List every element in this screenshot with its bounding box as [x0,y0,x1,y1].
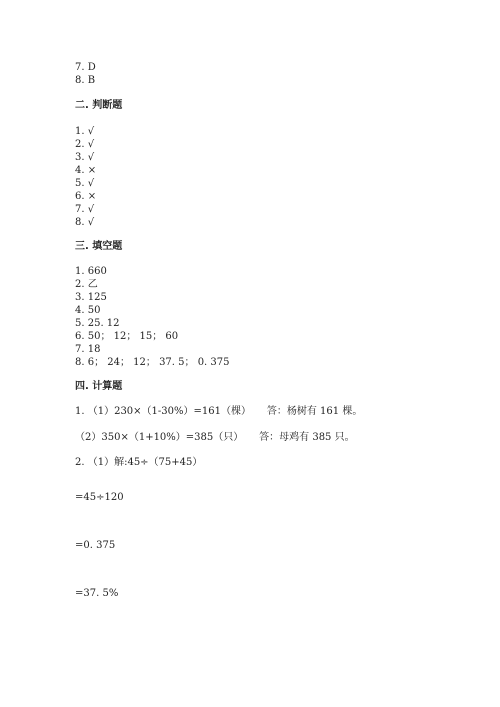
calc-step-2: =0. 375 [75,540,116,551]
calc-answer-1a: 1. （1）230×（1-30%）=161（棵） 答：杨树有 161 棵。 [75,406,363,417]
fill-answer-1: 1. 660 [75,266,107,277]
calc-answer-1b: （2）350×（1+10%）=385（只） 答：母鸡有 385 只。 [75,432,355,443]
fill-answer-8: 8. 6； 24； 12； 37. 5； 0. 375 [75,357,230,368]
fill-answer-3: 3. 125 [75,292,107,303]
tf-answer-2: 2. √ [75,139,95,150]
tf-answer-4: 4. × [75,165,97,176]
choice-answer-7: 7. D [75,62,96,73]
calc-step-1: =45÷120 [75,492,124,503]
section-heading-fill-blank: 三. 填空题 [75,241,123,252]
choice-answer-8: 8. B [75,75,96,86]
tf-answer-6: 6. × [75,191,97,202]
fill-answer-6: 6. 50； 12； 15； 60 [75,331,179,342]
calc-answer-2: 2. （1）解:45÷（75+45） [75,457,203,468]
section-heading-true-false: 二. 判断题 [75,100,123,111]
tf-answer-5: 5. √ [75,178,95,189]
fill-answer-4: 4. 50 [75,305,101,316]
tf-answer-1: 1. √ [75,126,95,137]
fill-answer-5: 5. 25. 12 [75,318,120,329]
tf-answer-3: 3. √ [75,152,95,163]
tf-answer-7: 7. √ [75,204,95,215]
section-heading-calculation: 四. 计算题 [75,381,123,392]
fill-answer-2: 2. 乙 [75,279,98,290]
fill-answer-7: 7. 18 [75,344,101,355]
calc-step-3: =37. 5% [75,588,119,599]
tf-answer-8: 8. √ [75,217,95,228]
